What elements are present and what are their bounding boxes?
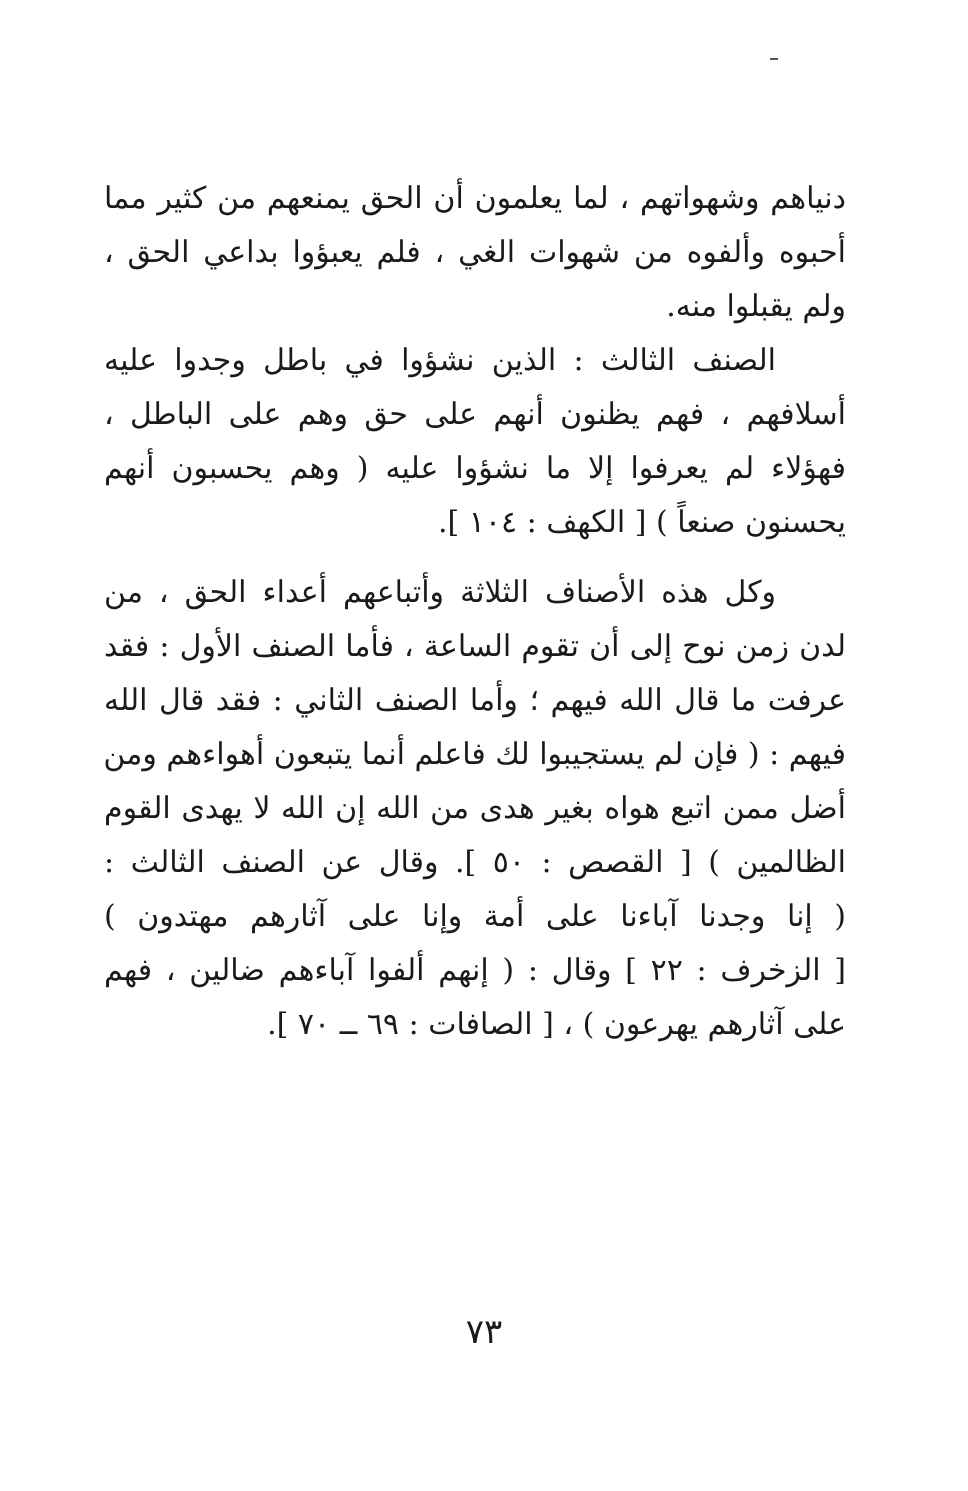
text-line: فيهم : ( فإن لم يستجيبوا لك فاعلم أنما يتبعون أهواءهم ومن bbox=[103, 737, 846, 772]
paragraph-2 bbox=[104, 334, 846, 550]
text-line: فهؤلاء لم يعرفوا إلا ما نشؤوا عليه ( وهم يحسبون أنهم bbox=[104, 451, 846, 486]
paragraph-3 bbox=[104, 566, 846, 1052]
text-line: ( إنا وجدنا آباءنا على أمة وإنا على آثارهم مهتدون ) bbox=[104, 899, 846, 934]
page-number: ٧٣ bbox=[465, 1312, 503, 1352]
text-line: وكل هذه الأصناف الثلاثة وأتباعهم أعداء الحق ، من bbox=[104, 575, 776, 610]
text-line: يحسنون صنعاً ) [ الكهف : ١٠٤ ]. bbox=[438, 505, 846, 540]
paragraph-1 bbox=[104, 172, 846, 334]
text-line: ولم يقبلوا منه. bbox=[666, 289, 846, 324]
text-line: لدن زمن نوح إلى أن تقوم الساعة ، فأما الصنف الأول : فقد bbox=[104, 629, 846, 664]
text-line: الظالمين ) [ القصص : ٥٠ ]. وقال عن الصنف الثالث : bbox=[104, 845, 847, 880]
text-line: دنياهم وشهواتهم ، لما يعلمون أن الحق يمنعهم من كثير مما bbox=[104, 181, 846, 216]
top-mark bbox=[770, 58, 778, 60]
text-line: [ الزخرف : ٢٢ ] وقال : ( إنهم ألفوا آباءهم ضالين ، فهم bbox=[104, 953, 846, 988]
text-line: الصنف الثالث : الذين نشؤوا في باطل وجدوا عليه bbox=[104, 343, 776, 378]
text-line: أضل ممن اتبع هواه بغير هدى من الله إن الله لا يهدى القوم bbox=[104, 791, 846, 826]
text-line: عرفت ما قال الله فيهم ؛ وأما الصنف الثاني : فقد قال الله bbox=[104, 683, 846, 718]
text-line: أحبوه وألفوه من شهوات الغي ، فلم يعبؤوا بداعي الحق ، bbox=[104, 235, 846, 270]
text-line: أسلافهم ، فهم يظنون أنهم على حق وهم على الباطل ، bbox=[104, 397, 846, 432]
text-line: على آثارهم يهرعون ) ، [ الصافات : ٦٩ ــ ٧٠ ]. bbox=[267, 1007, 846, 1042]
